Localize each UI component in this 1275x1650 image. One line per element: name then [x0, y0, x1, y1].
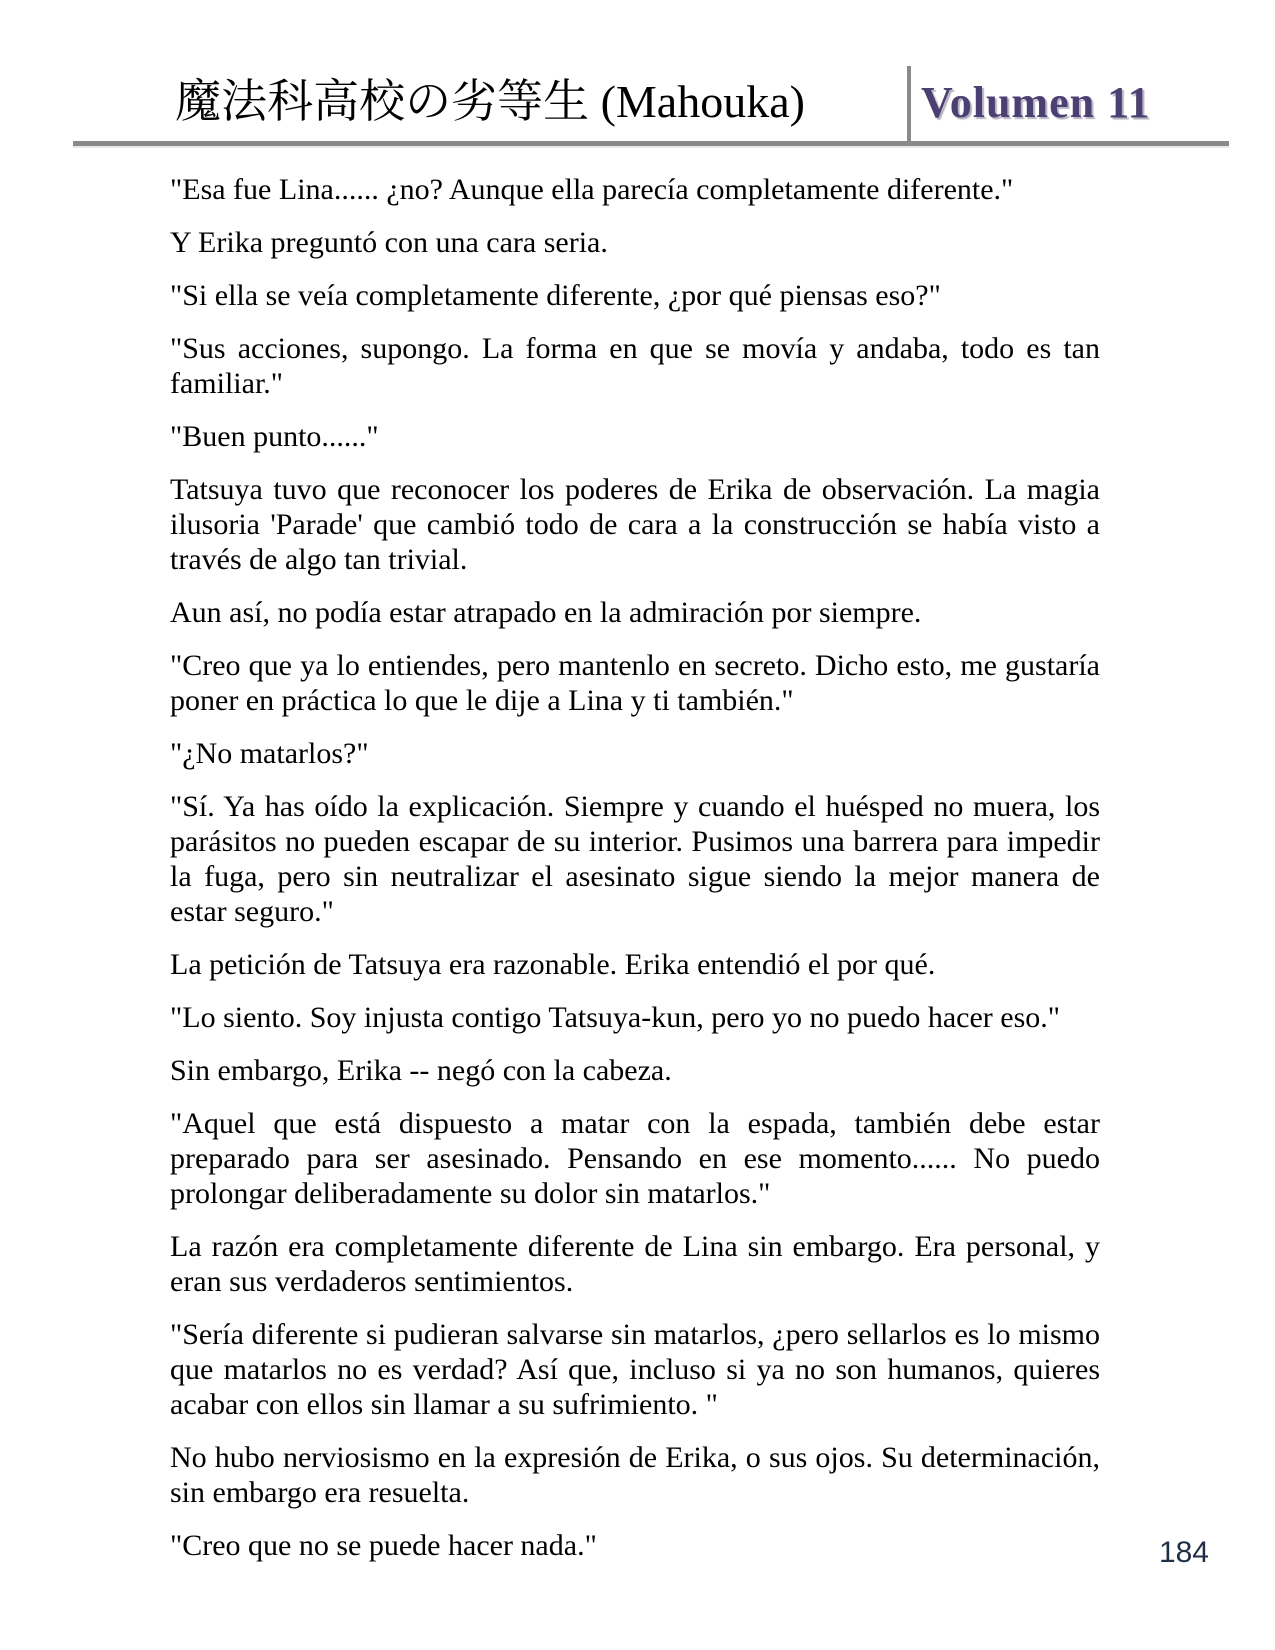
paragraph: "Sería diferente si pudieran salvarse sin matarlos, ¿pero sellarlos es lo mismo que matarlos no es verdad? Así que, incluso si ya no son humanos, quieres acabar con ellos sin llamar a su sufrimiento. " [170, 1318, 1100, 1421]
paragraph: "Aquel que está dispuesto a matar con la espada, también debe estar preparado para ser asesinado. Pensando en ese momento...... No puedo prolongar deliberadamente su dolor sin matarlos." [170, 1107, 1100, 1210]
page-number: 184 [1158, 1536, 1209, 1569]
paragraph: "Creo que ya lo entiendes, pero mantenlo en secreto. Dicho esto, me gustaría poner en práctica lo que le dije a Lina y ti también." [170, 649, 1100, 717]
paragraph: "Buen punto......" [170, 420, 379, 453]
paragraph: Y Erika preguntó con una cara seria. [170, 226, 608, 259]
page-title: 魔法科高校の劣等生 (Mahouka) [175, 76, 805, 127]
paragraph: "Esa fue Lina...... ¿no? Aunque ella parecía completamente diferente." [170, 173, 1014, 206]
header-divider [907, 66, 1229, 141]
volume-label: Volumen 11 [921, 77, 1151, 127]
body-text [170, 172, 1100, 1581]
paragraph: No hubo nerviosismo en la expresión de Erika, o sus ojos. Su determinación, sin embargo era resuelta. [170, 1441, 1100, 1509]
paragraph: Tatsuya tuvo que reconocer los poderes de Erika de observación. La magia ilusoria 'Parade' que cambió todo de cara a la construcción se había visto a través de algo tan trivial. [170, 473, 1100, 576]
header-row [73, 66, 1229, 141]
paragraph: "Creo que no se puede hacer nada." [170, 1529, 597, 1562]
page-header [73, 66, 1229, 146]
paragraph: "Lo siento. Soy injusta contigo Tatsuya-kun, pero yo no puedo hacer eso." [170, 1001, 1061, 1034]
paragraph: "Si ella se veía completamente diferente, ¿por qué piensas eso?" [170, 279, 941, 312]
paragraph: "Sí. Ya has oído la explicación. Siempre y cuando el huésped no muera, los parásitos no pueden escapar de su interior. Pusimos una barrera para impedir la fuga, pero sin neutralizar el asesinato sigue siendo la mejor manera de estar seguro." [170, 790, 1100, 928]
paragraph: Sin embargo, Erika -- negó con la cabeza. [170, 1054, 672, 1087]
paragraph: "Sus acciones, supongo. La forma en que se movía y andaba, todo es tan familiar." [170, 332, 1100, 400]
paragraph: Aun así, no podía estar atrapado en la admiración por siempre. [170, 596, 922, 629]
paragraph: "¿No matarlos?" [170, 737, 369, 770]
paragraph: La petición de Tatsuya era razonable. Erika entendió el por qué. [170, 948, 936, 981]
paragraph: La razón era completamente diferente de Lina sin embargo. Era personal, y eran sus verdaderos sentimientos. [170, 1230, 1100, 1298]
